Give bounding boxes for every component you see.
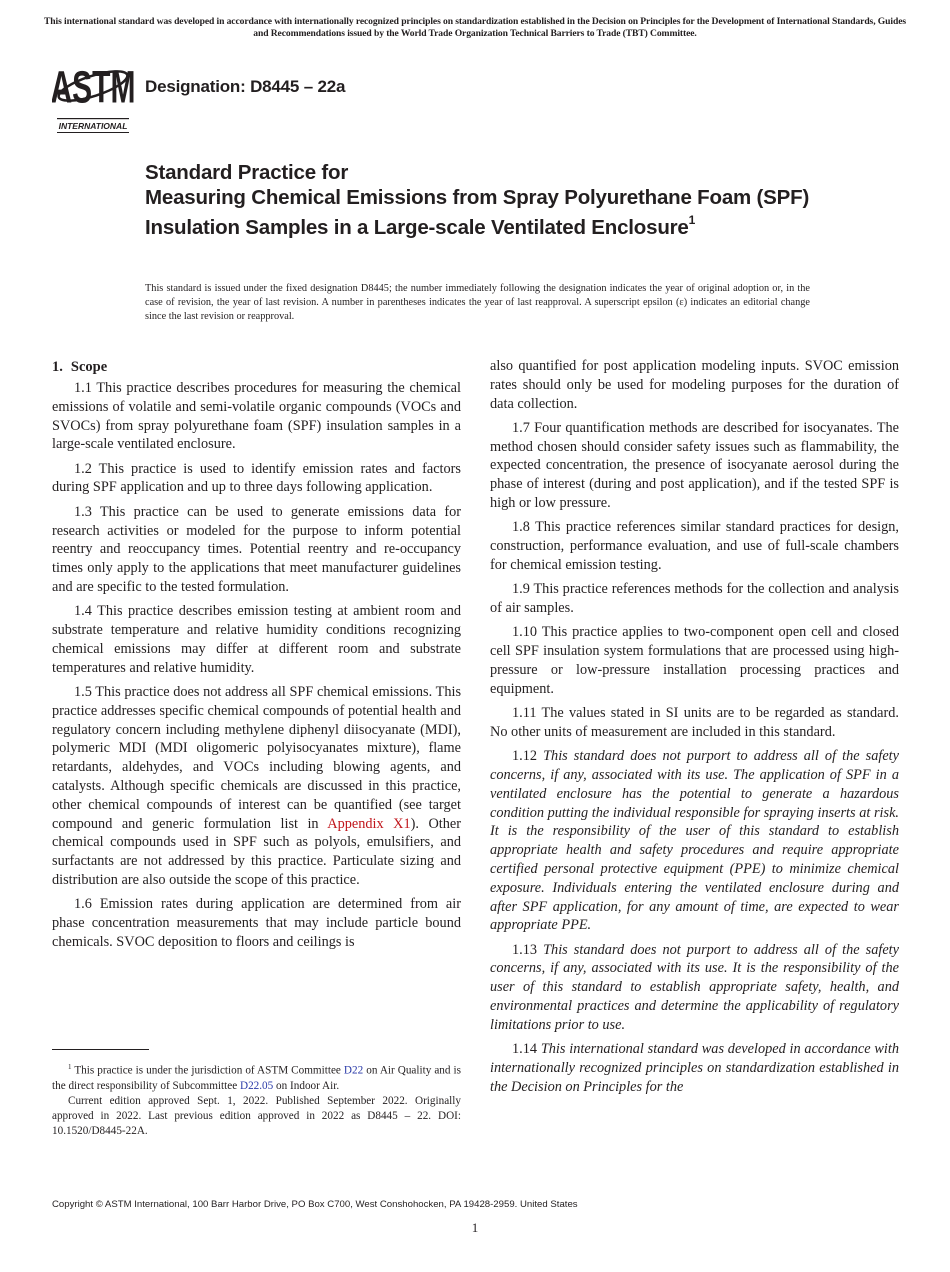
astm-logo bbox=[52, 56, 134, 134]
paragraph-1-3: 1.3 This practice can be used to generate emissions data for research activities or modeled for the purpose to inform potential reentry and reoccupancy times. Potential reentry and re-occupancy times only apply to the applications that meet manufacturer guidelines and are specific to the tested formulation. bbox=[52, 503, 461, 595]
left-column bbox=[52, 357, 461, 957]
paragraph-1-14: 1.14 This international standard was developed in accordance with internationally recognized principles on standardization established in the Decision on Principles for the bbox=[490, 1041, 899, 1095]
copyright: Copyright © ASTM International, 100 Barr Harbor Drive, PO Box C700, West Conshohocken, PA 19428-2959. United States bbox=[52, 1199, 578, 1210]
svg-text:ASTM: ASTM bbox=[52, 62, 134, 114]
title-prefix: Standard Practice for bbox=[145, 161, 349, 184]
svg-text:INTERNATIONAL: INTERNATIONAL bbox=[58, 121, 128, 131]
right-column bbox=[490, 357, 899, 1102]
footnote-jurisdiction: $^1$ This practice is under the jurisdiction of ASTM Committee D22 on Air Quality and is the direct responsibility of Subcommittee D22.05 on Indoor Air. bbox=[52, 1063, 461, 1092]
paragraph-1-2: 1.2 This practice is used to identify emission rates and factors during SPF application and up to three days following application. bbox=[52, 460, 461, 496]
tbt-notice: This international standard was developed in accordance with internationally recognized principles on standardization established in the Decision on Principles for the Development of International Standards, Guides and Recommendations issued by the World Trade Organization Technical Barriers to Trade (TBT) Committee. bbox=[44, 16, 906, 39]
paragraph-1-1: 1.1 This practice describes procedures for measuring the chemical emissions of volatile and semi-volatile organic compounds (VOCs and SVOCs) from spray polyurethane foam (SPF) insulation samples in a large-scale ventilated enclosure. bbox=[52, 380, 461, 453]
paragraph-1-4: 1.4 This practice describes emission testing at ambient room and substrate temperature and relative humidity conditions recognizing chemical emissions may differ at different room and substrate temperatures and relative humidity. bbox=[52, 603, 461, 676]
paragraph-1-12: 1.12 This standard does not purport to address all of the safety concerns, if any, associated with its use. The application of SPF in a ventilated enclosure has the potential to generate a hazardous condition putting the individual responsible for spraying inserts at risk. It is the responsibility of the user of this standard to establish appropriate health and safety procedures and require appropriate certified personal protective equipment (PPE) to minimize chemical exposure. Individuals entering the ventilated enclosure during and after SPF application, for any amount of time, are expected to wear appropriate PPE. bbox=[490, 748, 899, 934]
paragraph-1-10: 1.10 This practice applies to two-component open cell and closed cell SPF insulation system formulations that are processed using high-pressure or low-pressure installation processing practices and equipment. bbox=[490, 624, 899, 697]
paragraph-1-5: 1.5 This practice does not address all SPF chemical emissions. This practice addresses specific chemical compounds of potential health and regulatory concern including methylene diphenyl diisocyanate (MDI), polymeric MDI (MDI oligomeric polyisocyanates mixture), flame retardants, aldehydes, and VOCs including blowing agents, and catalysts. Although specific chemicals are discussed in this practice, other chemical compounds of interest can be quantified (see target compound and generic formulation list in Appendix X1). Other chemical compounds used in SPF such as polyols, emulsifiers, and surfactants are not addressed by this practice. Particulate sizing and distribution are also outside the scope of this practice. bbox=[52, 683, 462, 888]
appendix-x1-link[interactable]: Appendix X1 bbox=[327, 815, 411, 832]
astm-logo-icon bbox=[52, 56, 134, 134]
paragraph-1-13: 1.13 This standard does not purport to address all of the safety concerns, if any, associated with its use. It is the responsibility of the user of this standard to establish appropriate safety, health, and environmental practices and determine the applicability of regulatory limitations prior to use. bbox=[490, 941, 899, 1033]
footnote-edition: Current edition approved Sept. 1, 2022. Published September 2022. Originally approved in 2022. Last previous edition approved in 2022 as D8445 – 22. DOI: 10.1520/D8445-22A. bbox=[52, 1094, 461, 1137]
paragraph-1-7: 1.7 Four quantification methods are described for isocyanates. The method chosen should consider safety issues such as flammability, the expected concentration, the presence of isocyanate aerosol during the phase of interest (during and post application), and if the tested SPF is high or low pressure. bbox=[490, 419, 899, 512]
paragraph-1-6-continued: also quantified for post application modeling inputs. SVOC emission rates should only be used for modeling purposes for the duration of data collection. bbox=[490, 358, 899, 412]
paragraph-1-8: 1.8 This practice references similar standard practices for design, construction, performance evaluation, and use of full-scale chambers for chemical emission testing. bbox=[490, 519, 899, 573]
paragraph-1-9: 1.9 This practice references methods for the collection and analysis of air samples. bbox=[490, 581, 899, 617]
section-heading: 1. Scope bbox=[52, 359, 108, 375]
page-number: 1 bbox=[471, 1220, 479, 1235]
footnote bbox=[52, 1060, 461, 1139]
paragraph-1-6-start: 1.6 Emission rates during application are determined from air phase concentration measurements that may include particle bound chemicals. SVOC deposition to floors and ceilings is bbox=[52, 896, 461, 950]
document-title bbox=[145, 160, 845, 240]
title-main: Measuring Chemical Emissions from Spray Polyurethane Foam (SPF) Insulation Samples in a Large-scale Ventilated Enclosure bbox=[145, 186, 810, 239]
designation: Designation: D8445 – 22a bbox=[145, 77, 346, 96]
subcommittee-d22-05-link[interactable]: D22.05 bbox=[239, 1079, 274, 1092]
paragraph-1-11: 1.11 The values stated in SI units are to be regarded as standard. No other units of measurement are included in this standard. bbox=[490, 705, 899, 740]
footnote-divider bbox=[52, 1049, 149, 1050]
committee-d22-link[interactable]: D22 bbox=[343, 1064, 364, 1077]
title-footnote-mark[interactable]: 1 bbox=[688, 213, 696, 227]
issue-note: This standard is issued under the fixed designation D8445; the number immediately following the designation indicates the year of original adoption or, in the case of revision, the year of last revision. A number in parentheses indicates the year of last reapproval. A superscript epsilon (ε) indicates an editorial change since the last revision or reapproval. bbox=[145, 283, 810, 322]
